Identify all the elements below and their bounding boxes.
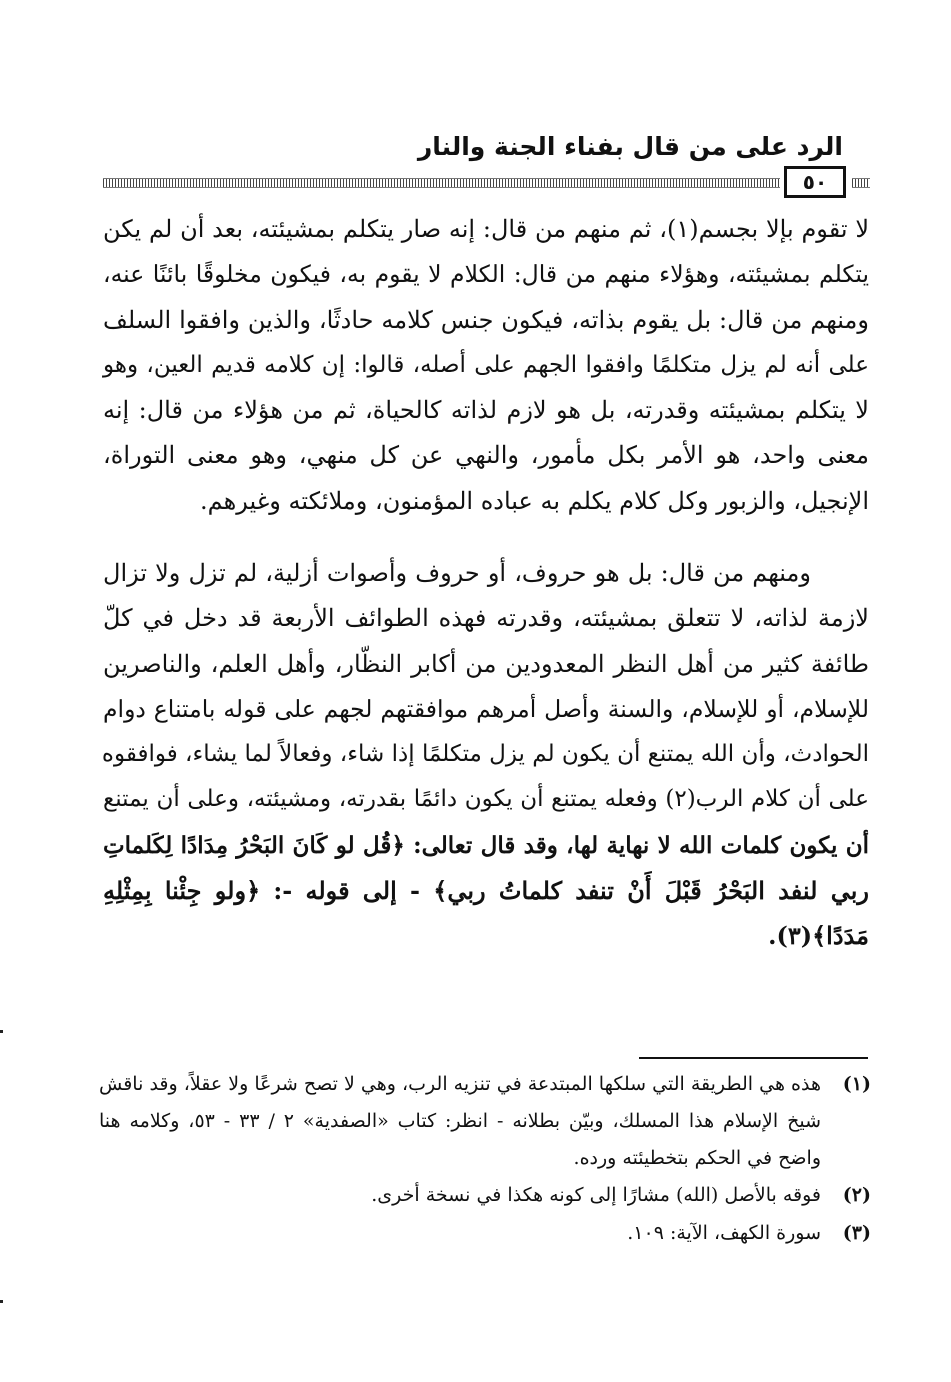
text-line: الإنجيل، والزبور وكل كلام يكلم به عباده المؤمنون، وملائكته وغيرهم. xyxy=(200,486,869,515)
footnote-marker: (٢) xyxy=(842,1184,871,1206)
text-line-quran: ربي لنفد البَحْرُ قَبْلَ أَنْ تنفد كلماتُ ربي﴾ - إلى قوله -: ﴿ولو جِئْنا بِمِثْلِهِ xyxy=(103,876,869,906)
text-line: على أن كلام الرب(٢) وفعله يمتنع أن يكون دائمًا بقدرته، ومشيئته، وعلى أن يمتنع xyxy=(103,786,869,813)
scan-speck xyxy=(0,1300,3,1303)
text-line: معنى واحد، هو الأمر بكل مأمور، والنهي عن كل منهي، وهو معنى التوراة، xyxy=(103,441,869,470)
footnote-marker: (٣) xyxy=(842,1222,871,1244)
text-line: لا تقوم بإلا بجسم(١)، ثم منهم من قال: إنه صار يتكلم بمشيئته، بعد أن لم يكن xyxy=(103,215,870,243)
scan-speck xyxy=(0,1030,3,1033)
footnote-line: واضح في الحكم بتخطيئته ورده. xyxy=(573,1147,821,1169)
text-line-quran: أن يكون كلمات الله لا نهاية لها، وقد قال تعالى: ﴿قُل لو كَانَ البَحْرُ مِدَادًا لِكَلماتِ xyxy=(103,831,869,859)
footnote-3 xyxy=(99,1215,871,1252)
text-line: ومنهم من قال: بل يقوم بذاته، فيكون جنس كلامه حادثًا، والذين وافقوا السلف xyxy=(103,305,869,334)
paragraph-1 xyxy=(103,207,869,524)
text-line: لازمة لذاته، لا تتعلق بمشيئته، وقدرته فهذه الطوائف الأربعة قد دخل في كلّ xyxy=(103,604,869,633)
footnote-line: سورة الكهف، الآية: ١٠٩. xyxy=(627,1222,821,1244)
footnotes xyxy=(99,1066,871,1252)
text-line: طائفة كثير من أهل النظر المعدودين من أكابر النظّار، وأهل العلم، والناصرين xyxy=(103,649,869,678)
footnote-line: هذه هي الطريقة التي سلكها المبتدعة في تنزيه الرب، وهي لا تصح شرعًا ولا عقلاً، وقد ناقش xyxy=(99,1073,821,1095)
footnote-separator xyxy=(639,1057,868,1059)
footnote-marker: (١) xyxy=(842,1073,871,1095)
text-line: الحوادث، وأن الله يمتنع أن يكون لم يزل متكلمًا إذا شاء، وفعالاً لما يشاء، فوافقوه xyxy=(101,741,869,768)
text-line: يتكلم بمشيئته، وهؤلاء منهم من قال: الكلام لا يقوم به، فيكون مخلوقًا بائنًا عنه، xyxy=(103,260,869,289)
page-number: ٥٠ xyxy=(784,166,846,198)
footnote-line: فوقه بالأصل (الله) مشارًا إلى كونه هكذا في نسخة أخرى. xyxy=(371,1184,821,1206)
footnote-1 xyxy=(99,1066,871,1177)
text-line: على أنه لم يزل متكلمًا وافقوا الجهم على أصله، قالوا: إن كلامه قديم العين، وهو xyxy=(103,351,869,378)
text-line: ومنهم من قال: بل هو حروف، أو حروف وأصوات أزلية، لم تزل ولا تزال xyxy=(103,559,811,587)
text-line: لا يتكلم بمشيئته وقدرته، بل هو لازم لذاته كالحياة، ثم من هؤلاء من قال: إنه xyxy=(103,396,869,425)
text-line: للإسلام، أو للإسلام، والسنة وأصل أمرهم موافقتهم لجهم على قوله بامتناع دوام xyxy=(103,694,869,723)
running-title: الرد على من قال بفناء الجنة والنار xyxy=(417,132,843,161)
header-rule-end xyxy=(852,178,870,188)
header-rule xyxy=(103,178,780,188)
text-line-quran: مَدَدًا﴾(٣). xyxy=(768,921,869,951)
paragraph-2 xyxy=(103,551,869,959)
footnote-2 xyxy=(99,1177,871,1214)
footnote-line: شيخ الإسلام هذا المسلك، وبيّن بطلانه - انظر: كتاب «الصفدية» ٢ / ٣٣ - ٥٣، وكلامه هنا xyxy=(99,1110,821,1132)
